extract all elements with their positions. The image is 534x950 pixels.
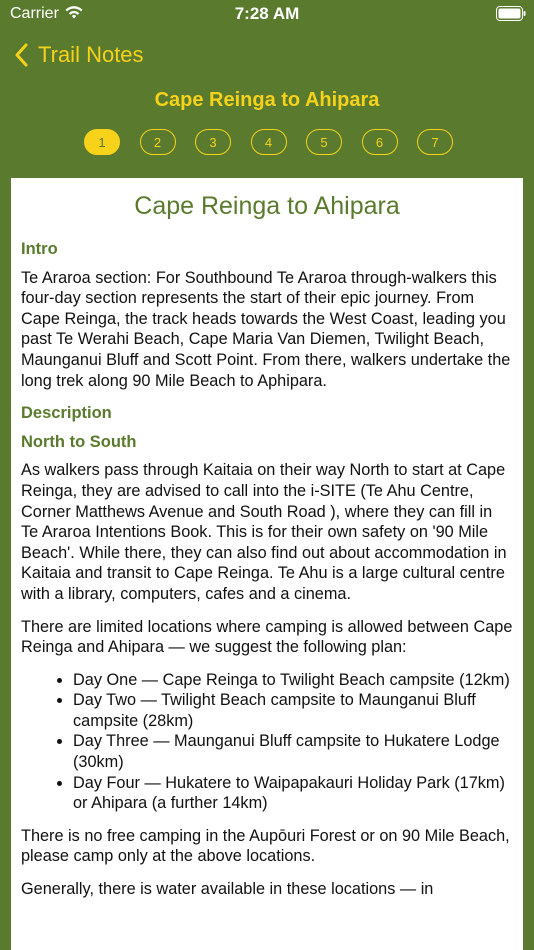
list-item: • Day Four — Hukatere to Waipapakauri Holiday Park (17km) or Ahipara (a further 14km) — [73, 773, 513, 814]
page-button-2[interactable]: 2 — [140, 129, 176, 155]
article-title: Cape Reinga to Ahipara — [134, 192, 400, 220]
description-heading: Description — [21, 404, 112, 423]
battery-icon — [496, 6, 526, 21]
article-content — [11, 239, 523, 900]
page-button-6[interactable]: 6 — [362, 129, 398, 155]
intro-text: Te Araroa section: For Southbound Te Araroa through-walkers this four-day section represents the start of their epic journey. From Cape Reinga, the track heads towards the West Coast, leading you past Te Werahi Beach, Cape Maria Van Diemen, Twilight Beach, Maunganui Bluff and Scott Point. From there, walkers undertake the long trek along 90 Mile Beach to Aphipara. — [21, 268, 511, 390]
list-item: • Day One — Cape Reinga to Twilight Beach campsite (12km) — [73, 670, 513, 691]
intro-heading: Intro — [21, 240, 58, 258]
list-item: • Day Three — Maunganui Bluff campsite to Hukatere Lodge (30km) — [73, 731, 513, 772]
page-button-4[interactable]: 4 — [251, 129, 287, 155]
trail-notes-card — [11, 178, 523, 950]
paragraph: There are limited locations where camping is allowed between Cape Reinga and Ahipara — we suggest the following plan: — [21, 617, 513, 657]
camping-plan-list — [21, 670, 513, 814]
page-button-3[interactable]: 3 — [195, 129, 231, 155]
page-button-1[interactable]: 1 — [84, 129, 120, 155]
status-bar — [0, 0, 534, 30]
section-pager — [84, 129, 473, 159]
paragraph: There is no free camping in the Aupōuri Forest or on 90 Mile Beach, please camp only at the above locations. — [21, 826, 510, 866]
back-button[interactable] — [14, 38, 144, 72]
paragraph: Generally, there is water available in these locations — in — [21, 880, 434, 899]
page-button-7[interactable]: 7 — [417, 129, 453, 155]
back-label: Trail Notes — [38, 42, 144, 67]
page-button-5[interactable]: 5 — [306, 129, 342, 155]
clock: 7:28 AM — [234, 4, 300, 23]
list-item: • Day Two — Twilight Beach campsite to Maunganui Bluff campsite (28km) — [73, 690, 513, 731]
chevron-left-icon — [14, 43, 28, 67]
carrier-label: Carrier — [10, 5, 59, 22]
paragraph: As walkers pass through Kaitaia on their way North to start at Cape Reinga, they are advised to call into the i-SITE (Te Ahu Centre, Corner Matthews Avenue and South Road ), where they can fill in Te Araroa Intentions Book. This is for their own safety on '90 Mile Beach'. While there, they can also find out about accommodation in Kaitaia and transit to Cape Reinga. Te Ahu is a large cultural centre with a library, computers, cafes and a cinema. — [21, 461, 507, 603]
section-title: Cape Reinga to Ahipara — [154, 89, 380, 111]
north-south-heading: North to South — [21, 432, 137, 451]
